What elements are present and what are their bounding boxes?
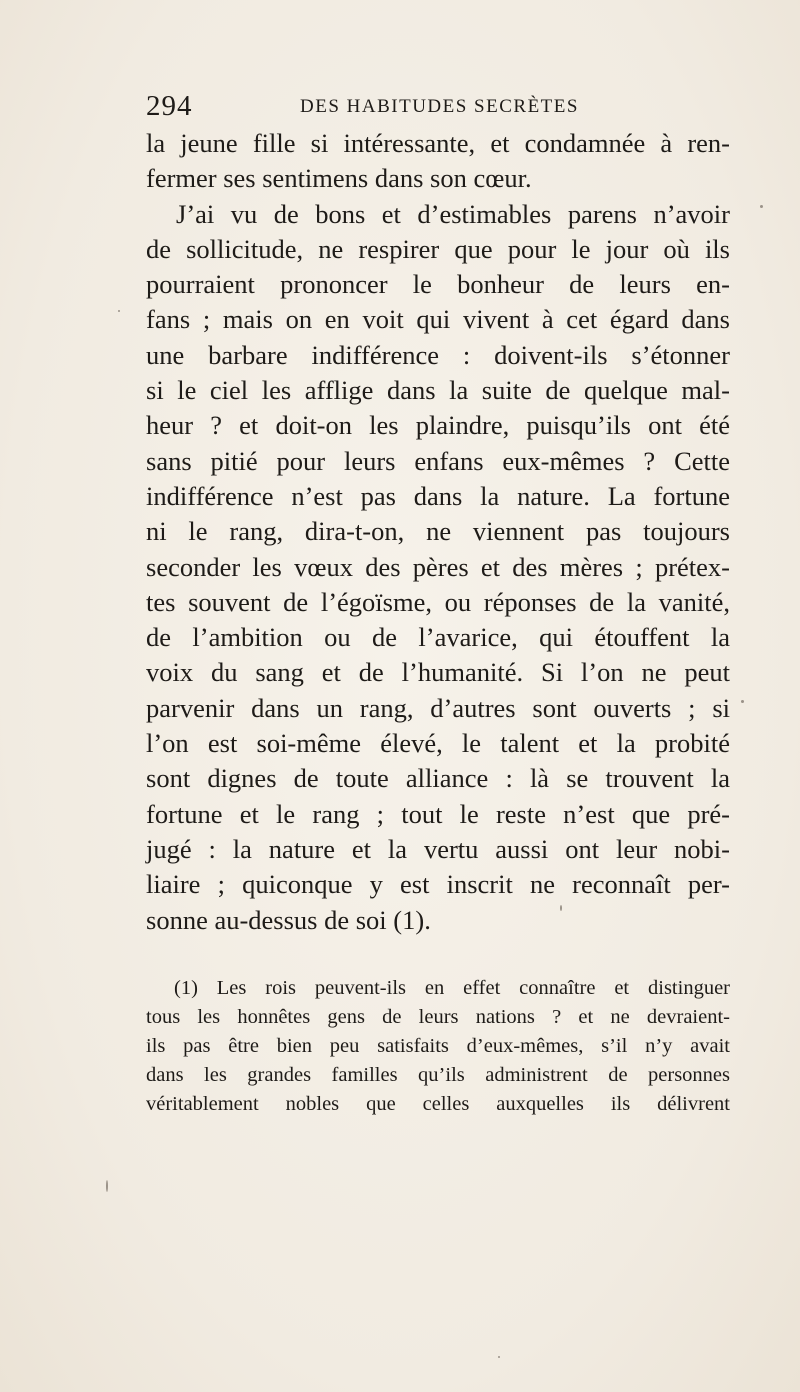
paper-speck	[498, 1356, 500, 1358]
text-line: fermer ses sentimens dans son cœur.	[146, 163, 532, 194]
text-line: J’ai vu de bons et d’estimables parens n’avoir	[176, 198, 730, 229]
text-line: de sollicitude, ne respirer que pour le jour où ils	[146, 233, 730, 264]
page-header	[146, 88, 730, 124]
text-line: de l’ambition ou de l’avarice, qui étouffent la	[146, 622, 730, 653]
text-line: seconder les vœux des pères et des mères ; prétex-	[146, 551, 730, 582]
paper-speck	[106, 1180, 108, 1192]
body-text	[146, 126, 730, 938]
text-line: sont dignes de toute alliance : là se trouvent la	[146, 763, 730, 794]
footnote-line: tous les honnêtes gens de leurs nations ? et ne devraient-	[146, 1006, 730, 1028]
paper-speck	[760, 205, 763, 208]
text-line: liaire ; quiconque y est inscrit ne reconnaît per-	[146, 869, 730, 900]
paper-speck	[741, 700, 744, 703]
text-line: la jeune fille si intéressante, et condamnée à ren-	[146, 128, 730, 158]
text-line: parvenir dans un rang, d’autres sont ouverts ; si	[146, 692, 730, 723]
footnote-line: dans les grandes familles qu’ils administrent de personnes	[146, 1064, 730, 1086]
footnote-line: véritablement nobles que celles auxquelles ils délivrent	[146, 1093, 730, 1115]
text-line: fans ; mais on en voit qui vivent à cet égard dans	[146, 304, 730, 335]
paper-speck	[560, 905, 562, 911]
running-head: DES HABITUDES SECRÈTES	[300, 96, 579, 117]
text-line: jugé : la nature et la vertu aussi ont leur nobi-	[146, 833, 730, 864]
text-line: pourraient prononcer le bonheur de leurs en-	[146, 269, 730, 300]
footnote-line: ils pas être bien peu satisfaits d’eux-mêmes, s’il n’y avait	[146, 1035, 730, 1057]
page-number: 294	[146, 90, 193, 122]
text-line: l’on est soi-même élevé, le talent et la probité	[146, 728, 730, 759]
footnote	[146, 974, 730, 1119]
text-line: ni le rang, dira-t-on, ne viennent pas toujours	[146, 516, 730, 547]
text-line: indifférence n’est pas dans la nature. La fortune	[146, 480, 730, 511]
text-line: sans pitié pour leurs enfans eux-mêmes ? Cette	[146, 445, 730, 476]
paper-speck	[118, 310, 120, 312]
text-line: si le ciel les afflige dans la suite de quelque mal-	[146, 375, 730, 406]
text-line: fortune et le rang ; tout le reste n’est que pré-	[146, 798, 730, 829]
text-line: heur ? et doit-on les plaindre, puisqu’ils ont été	[146, 410, 730, 441]
text-line: tes souvent de l’égoïsme, ou réponses de la vanité,	[146, 586, 730, 617]
text-line: voix du sang et de l’humanité. Si l’on ne peut	[146, 657, 730, 688]
text-line: sonne au-dessus de soi (1).	[146, 904, 431, 935]
footnote-line: (1) Les rois peuvent-ils en effet connaître et distinguer	[174, 977, 730, 999]
text-line: une barbare indifférence : doivent-ils s’étonner	[146, 339, 730, 370]
